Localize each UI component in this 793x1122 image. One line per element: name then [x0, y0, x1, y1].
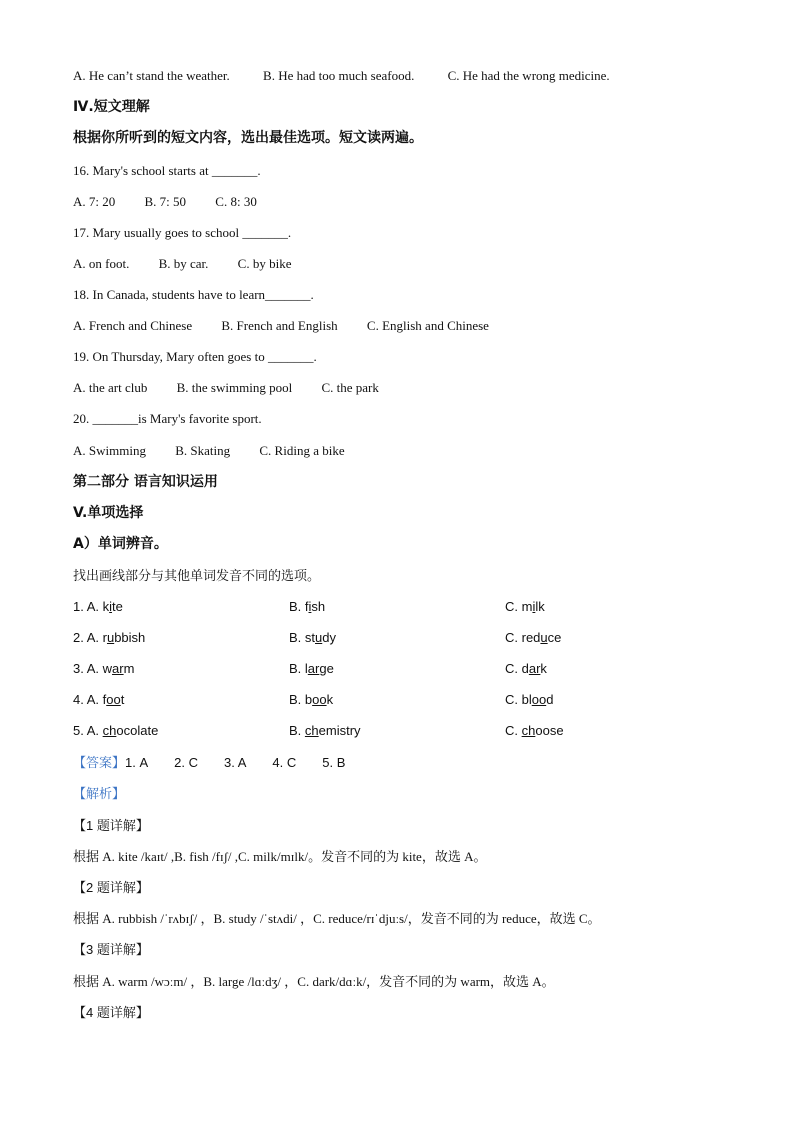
option-a: A. on foot. [73, 256, 130, 271]
phonics-suffix: m [123, 661, 135, 676]
option-b: B. He had too much seafood. [263, 68, 415, 83]
phonics-prefix: C. red [505, 630, 541, 645]
option-a: A. the art club [73, 380, 148, 395]
phonics-prefix: C. [505, 723, 522, 738]
phonics-suffix: emistry [318, 723, 361, 738]
detail-3-text: 根据 A. warm /wɔːm/ ，B. large /lɑːdʒ/ ，C. dark/dɑːk/，发音不同的为 warm，故选 A。 [73, 974, 555, 989]
subsection-a-title: A）单词辨音。 [73, 536, 168, 552]
phonics-prefix: 3. A. w [73, 661, 113, 676]
phonics-item [289, 660, 334, 678]
phonics-prefix: 4. A. f [73, 692, 107, 707]
phonics-underlined-letters: oo [106, 692, 121, 707]
phonics-prefix: B. l [289, 661, 308, 676]
option-c: C. by bike [237, 256, 292, 271]
subsection-a-instruction: 找出画线部分与其他单词发音不同的选项。 [73, 568, 321, 583]
phonics-item [505, 660, 547, 678]
q15-options [73, 67, 610, 85]
phonics-prefix: C. m [505, 599, 533, 614]
question-16-stem: 16. Mary's school starts at _______. [73, 163, 261, 178]
detail-2-title: 【2 题详解】 [73, 880, 149, 895]
phonics-prefix: B. [289, 723, 305, 738]
question-20-stem: 20. _______is Mary's favorite sport. [73, 411, 262, 426]
phonics-item [289, 722, 361, 740]
phonics-underlined-letters: i [308, 599, 312, 614]
phonics-suffix: d [546, 692, 554, 707]
question-20-options [73, 442, 345, 460]
phonics-item [289, 691, 333, 709]
phonics-prefix: B. st [289, 630, 316, 645]
phonics-suffix: ocolate [116, 723, 159, 738]
phonics-item [505, 598, 545, 616]
detail-3-title: 【3 题详解】 [73, 942, 149, 957]
phonics-item [73, 598, 123, 616]
answer-4: 4. C [272, 755, 297, 770]
phonics-suffix: sh [311, 599, 326, 614]
option-a: A. He can’t stand the weather. [73, 68, 230, 83]
question-19-options [73, 379, 379, 397]
phonics-item [505, 722, 564, 740]
question-17-stem: 17. Mary usually goes to school _______. [73, 225, 292, 240]
phonics-underlined-letters: ar [528, 661, 541, 676]
detail-2-text: 根据 A. rubbish /ˈrʌbɪʃ/ ，B. study /ˈstʌdi/ ，C. reduce/rɪˈdjuːs/，发音不同的为 reduce，故选 C。 [73, 911, 601, 926]
phonics-item [505, 629, 561, 647]
phonics-item [73, 660, 134, 678]
phonics-underlined-letters: i [532, 599, 536, 614]
phonics-item [505, 691, 553, 709]
phonics-underlined-letters: ch [304, 723, 319, 738]
phonics-prefix: 1. A. k [73, 599, 110, 614]
answer-line [73, 754, 371, 772]
section-5-title: V.单项选择 [73, 505, 144, 521]
option-b: B. French and English [221, 318, 338, 333]
phonics-prefix: B. f [289, 599, 309, 614]
phonics-suffix: ce [547, 630, 562, 645]
option-c: C. the park [321, 380, 379, 395]
answer-2: 2. C [174, 755, 198, 770]
phonics-item [73, 691, 124, 709]
option-c: C. English and Chinese [366, 318, 489, 333]
phonics-underlined-letters: ch [521, 723, 536, 738]
section-4-title: Ⅳ.短文理解 [73, 99, 150, 115]
phonics-underlined-letters: ar [307, 661, 320, 676]
question-18-options [73, 317, 489, 335]
answer-3: 3. A [223, 755, 247, 770]
phonics-suffix: t [120, 692, 125, 707]
phonics-underlined-letters: i [109, 599, 113, 614]
option-b: B. 7: 50 [144, 194, 187, 209]
question-16-options [73, 193, 257, 211]
option-b: B. the swimming pool [176, 380, 293, 395]
phonics-underlined-letters: u [540, 630, 548, 645]
phonics-item [289, 598, 325, 616]
option-c: C. Riding a bike [259, 443, 345, 458]
option-c: C. 8: 30 [215, 194, 257, 209]
phonics-underlined-letters: ar [112, 661, 124, 676]
option-b: B. Skating [175, 443, 231, 458]
phonics-suffix: bbish [114, 630, 146, 645]
answer-5: 5. B [322, 755, 346, 770]
answer-label: 【答案】 [73, 755, 126, 770]
phonics-item [73, 722, 158, 740]
phonics-suffix: te [112, 599, 123, 614]
phonics-prefix: C. bl [505, 692, 532, 707]
phonics-prefix: C. d [505, 661, 529, 676]
phonics-prefix: 2. A. r [73, 630, 107, 645]
analysis-label: 【解析】 [73, 786, 126, 801]
option-a: A. 7: 20 [73, 194, 116, 209]
phonics-suffix: k [326, 692, 334, 707]
section-4-instruction: 根据你所听到的短文内容，选出最佳选项。短文读两遍。 [73, 130, 423, 146]
phonics-suffix: dy [322, 630, 336, 645]
phonics-underlined-letters: u [106, 630, 115, 645]
detail-1-title: 【1 题详解】 [73, 818, 149, 833]
phonics-suffix: k [540, 661, 547, 676]
option-a: A. French and Chinese [73, 318, 193, 333]
phonics-item [73, 629, 145, 647]
phonics-suffix: oose [535, 723, 564, 738]
phonics-suffix: lk [535, 599, 545, 614]
phonics-prefix: 5. A. [73, 723, 103, 738]
detail-1-text: 根据 A. kite /kaɪt/ ,B. fish /fɪʃ/ ,C. milk/mɪlk/。发音不同的为 kite，故选 A。 [73, 849, 487, 864]
phonics-underlined-letters: oo [312, 692, 327, 707]
answer-1: 1. A [125, 755, 149, 770]
detail-4-title: 【4 题详解】 [73, 1005, 149, 1020]
phonics-prefix: B. b [289, 692, 313, 707]
phonics-suffix: ge [319, 661, 334, 676]
option-b: B. by car. [158, 256, 209, 271]
phonics-item [289, 629, 336, 647]
question-19-stem: 19. On Thursday, Mary often goes to _______. [73, 349, 317, 364]
question-17-options [73, 255, 291, 273]
question-18-stem: 18. In Canada, students have to learn_______. [73, 287, 314, 302]
option-c: C. He had the wrong medicine. [447, 68, 610, 83]
part-2-title: 第二部分 语言知识运用 [73, 474, 218, 490]
phonics-underlined-letters: oo [531, 692, 547, 707]
option-a: A. Swimming [73, 443, 146, 458]
phonics-underlined-letters: ch [102, 723, 117, 738]
phonics-underlined-letters: u [315, 630, 323, 645]
